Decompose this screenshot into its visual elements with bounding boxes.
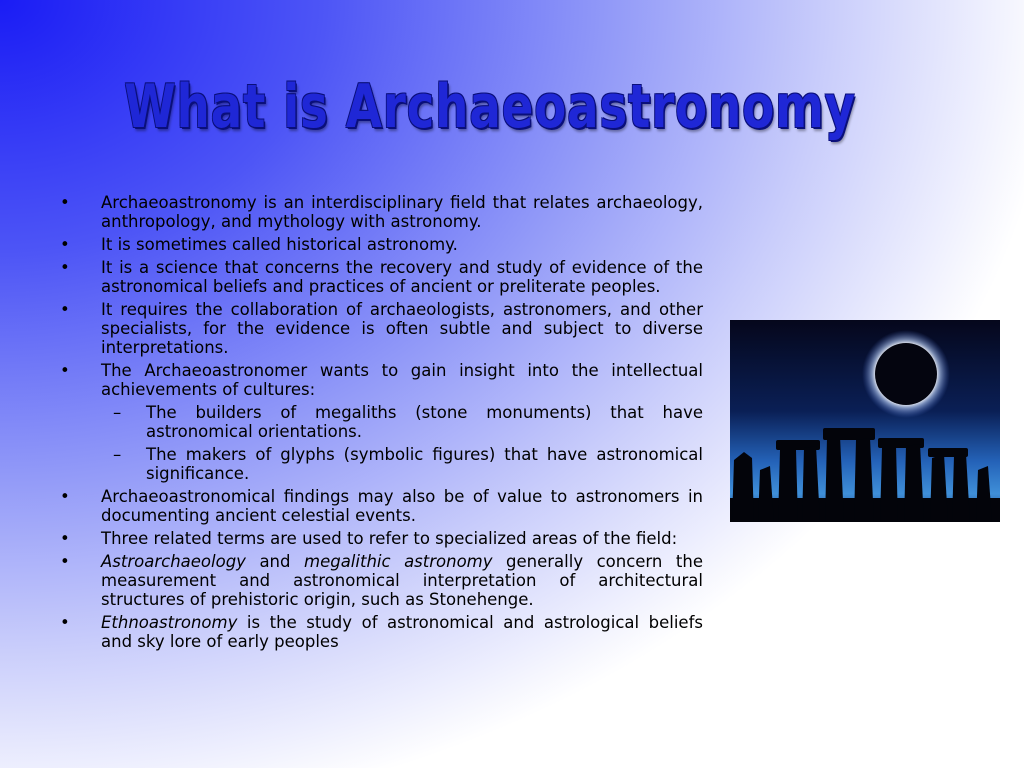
bullet-item xyxy=(58,529,703,548)
bullet-text: Archaeoastronomical findings may also be of value to astronomers in documenting ancient celestial events. xyxy=(101,487,703,525)
bullet-list xyxy=(58,193,703,655)
bullet-item xyxy=(58,235,703,254)
moon-disc xyxy=(875,343,937,405)
bullet-text: The Archaeoastronomer wants to gain insight into the intellectual achievements of cultures: xyxy=(101,361,703,399)
bullet-item xyxy=(58,487,703,525)
bullet-item xyxy=(58,258,703,296)
bullet-item xyxy=(58,300,703,357)
bullet-item xyxy=(58,552,703,609)
bullet-text: It is a science that concerns the recovery and study of evidence of the astronomical beliefs and practices of ancient or preliterate peoples. xyxy=(101,258,703,296)
bullet-item xyxy=(58,613,703,651)
sub-bullet-text: The builders of megaliths (stone monuments) that have astronomical orientations. xyxy=(146,403,703,441)
sub-bullet-item xyxy=(101,403,703,441)
bullet-item xyxy=(58,361,703,483)
eclipse-stonehenge-image xyxy=(730,320,1000,522)
sub-bullet-text: The makers of glyphs (symbolic figures) that have astronomical significance. xyxy=(146,445,703,483)
bullet-text: It is sometimes called historical astronomy. xyxy=(101,235,458,254)
slide-title: What is Archaeoastronomy xyxy=(124,72,856,142)
term-ethnoastronomy: Ethnoastronomy xyxy=(101,613,238,632)
bullet-text: Three related terms are used to refer to specialized areas of the field: xyxy=(101,529,678,548)
bullet-text: generally concern the measurement and astronomical interpretation of architectural structures of prehistoric origin, such as Stonehenge. xyxy=(101,552,703,609)
bullet-item xyxy=(58,193,703,231)
term-astroarchaeology: Astroarchaeology xyxy=(101,552,246,571)
sub-bullet-item xyxy=(101,445,703,483)
bullet-text: Archaeoastronomy is an interdisciplinary field that relates archaeology, anthropology, and mythology with astronomy. xyxy=(101,193,703,231)
bullet-text: is the study of astronomical and astrological beliefs and sky lore of early peoples xyxy=(101,613,703,651)
sub-bullet-list xyxy=(101,403,703,483)
bullet-text: and xyxy=(245,552,304,571)
bullet-text: It requires the collaboration of archaeologists, astronomers, and other specialists, for the evidence is often subtle and subject to diverse interpretations. xyxy=(101,300,703,357)
term-megalithic-astronomy: megalithic astronomy xyxy=(304,552,493,571)
